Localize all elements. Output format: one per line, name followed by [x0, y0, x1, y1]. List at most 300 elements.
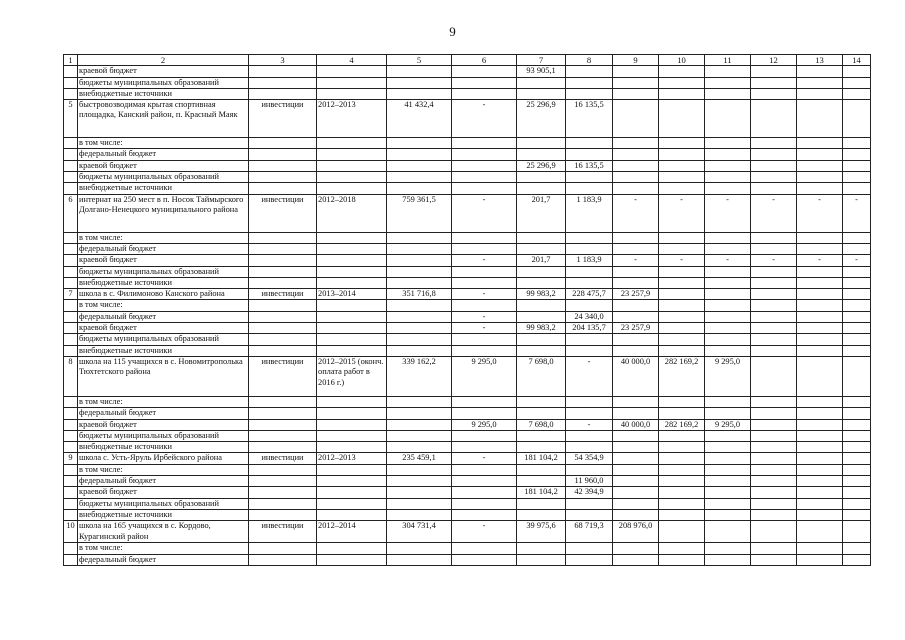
row-number-cell	[64, 88, 78, 99]
item-name-cell: краевой бюджет	[78, 160, 249, 171]
value-cell: инвестиции	[249, 521, 317, 543]
value-cell: 2012–2015 (оконч. оплата работ в 2016 г.)	[317, 356, 387, 396]
value-cell	[751, 88, 797, 99]
value-cell: 23 257,9	[613, 289, 659, 300]
value-cell	[452, 77, 517, 88]
value-cell	[613, 232, 659, 243]
value-cell	[317, 476, 387, 487]
item-name-cell: бюджеты муниципальных образований	[78, 172, 249, 183]
value-cell	[613, 396, 659, 407]
value-cell	[659, 311, 705, 322]
value-cell	[517, 334, 566, 345]
value-cell	[751, 149, 797, 160]
value-cell	[797, 396, 843, 407]
value-cell: 201,7	[517, 194, 566, 232]
row-number-cell	[64, 442, 78, 453]
value-cell	[517, 300, 566, 311]
value-cell	[613, 77, 659, 88]
item-name-cell: школа на 115 учащихся в с. Новомитрополька Тюхтетского района	[78, 356, 249, 396]
row-number-cell	[64, 266, 78, 277]
value-cell	[249, 464, 317, 475]
value-cell	[566, 430, 613, 441]
value-cell	[613, 138, 659, 149]
value-cell: -	[659, 194, 705, 232]
value-cell	[566, 77, 613, 88]
value-cell	[249, 323, 317, 334]
value-cell	[797, 419, 843, 430]
value-cell: 759 361,5	[387, 194, 452, 232]
value-cell	[452, 476, 517, 487]
value-cell	[705, 509, 751, 520]
column-header: 8	[566, 55, 613, 66]
value-cell	[566, 442, 613, 453]
value-cell	[705, 160, 751, 171]
value-cell	[843, 149, 871, 160]
page-number: 9	[449, 24, 456, 39]
value-cell	[843, 277, 871, 288]
value-cell	[517, 408, 566, 419]
value-cell	[659, 266, 705, 277]
item-name-cell: краевой бюджет	[78, 323, 249, 334]
value-cell	[566, 232, 613, 243]
row-number-cell: 6	[64, 194, 78, 232]
value-cell	[613, 243, 659, 254]
value-cell	[751, 498, 797, 509]
value-cell	[751, 487, 797, 498]
value-cell: 40 000,0	[613, 356, 659, 396]
value-cell	[249, 277, 317, 288]
value-cell	[751, 554, 797, 565]
value-cell	[797, 356, 843, 396]
value-cell	[387, 498, 452, 509]
value-cell	[797, 554, 843, 565]
value-cell	[249, 334, 317, 345]
value-cell	[317, 323, 387, 334]
value-cell	[797, 77, 843, 88]
value-cell	[613, 430, 659, 441]
value-cell	[387, 88, 452, 99]
value-cell	[317, 408, 387, 419]
value-cell	[249, 396, 317, 407]
table-row	[64, 356, 871, 396]
value-cell	[517, 554, 566, 565]
value-cell	[843, 138, 871, 149]
value-cell	[659, 88, 705, 99]
value-cell	[613, 464, 659, 475]
value-cell	[566, 149, 613, 160]
item-name-cell: бюджеты муниципальных образований	[78, 266, 249, 277]
value-cell	[317, 487, 387, 498]
value-cell	[317, 172, 387, 183]
value-cell	[387, 408, 452, 419]
value-cell	[751, 160, 797, 171]
item-name-cell: в том числе:	[78, 464, 249, 475]
value-cell	[249, 442, 317, 453]
value-cell	[705, 232, 751, 243]
value-cell	[566, 554, 613, 565]
value-cell	[452, 408, 517, 419]
value-cell: 93 905,1	[517, 66, 566, 77]
value-cell	[566, 464, 613, 475]
value-cell	[517, 396, 566, 407]
column-header: 3	[249, 55, 317, 66]
value-cell	[659, 172, 705, 183]
table-row	[64, 289, 871, 300]
value-cell	[387, 138, 452, 149]
value-cell	[659, 100, 705, 138]
row-number-cell	[64, 430, 78, 441]
column-header: 2	[78, 55, 249, 66]
value-cell	[705, 323, 751, 334]
value-cell: -	[452, 255, 517, 266]
value-cell	[797, 138, 843, 149]
item-name-cell: внебюджетные источники	[78, 509, 249, 520]
value-cell	[751, 419, 797, 430]
value-cell	[843, 311, 871, 322]
value-cell	[317, 66, 387, 77]
value-cell	[751, 476, 797, 487]
value-cell: 181 104,2	[517, 453, 566, 464]
value-cell	[797, 266, 843, 277]
value-cell	[387, 277, 452, 288]
value-cell	[751, 300, 797, 311]
table-row	[64, 277, 871, 288]
value-cell: 282 169,2	[659, 419, 705, 430]
row-number-cell	[64, 311, 78, 322]
value-cell	[317, 255, 387, 266]
value-cell	[843, 266, 871, 277]
value-cell	[659, 521, 705, 543]
value-cell	[317, 138, 387, 149]
value-cell	[249, 345, 317, 356]
value-cell: -	[452, 453, 517, 464]
item-name-cell: федеральный бюджет	[78, 554, 249, 565]
value-cell	[843, 442, 871, 453]
value-cell	[613, 66, 659, 77]
value-cell	[452, 277, 517, 288]
value-cell: инвестиции	[249, 194, 317, 232]
value-cell	[566, 277, 613, 288]
value-cell	[843, 160, 871, 171]
value-cell	[249, 183, 317, 194]
item-name-cell: федеральный бюджет	[78, 408, 249, 419]
value-cell: -	[566, 419, 613, 430]
value-cell	[317, 345, 387, 356]
value-cell: -	[659, 255, 705, 266]
value-cell	[797, 277, 843, 288]
item-name-cell: краевой бюджет	[78, 487, 249, 498]
value-cell	[705, 464, 751, 475]
value-cell	[249, 266, 317, 277]
value-cell	[387, 323, 452, 334]
value-cell	[797, 442, 843, 453]
value-cell	[317, 543, 387, 554]
table-row	[64, 88, 871, 99]
value-cell	[843, 77, 871, 88]
table-row	[64, 498, 871, 509]
value-cell	[751, 100, 797, 138]
value-cell	[387, 172, 452, 183]
item-name-cell: федеральный бюджет	[78, 243, 249, 254]
value-cell: -	[452, 311, 517, 322]
value-cell	[659, 487, 705, 498]
value-cell	[705, 554, 751, 565]
item-name-cell: бюджеты муниципальных образований	[78, 77, 249, 88]
value-cell: 208 976,0	[613, 521, 659, 543]
value-cell	[705, 149, 751, 160]
value-cell	[659, 453, 705, 464]
table-row	[64, 138, 871, 149]
value-cell	[797, 334, 843, 345]
value-cell	[566, 172, 613, 183]
value-cell	[566, 138, 613, 149]
value-cell	[517, 149, 566, 160]
value-cell: 7 698,0	[517, 419, 566, 430]
value-cell: инвестиции	[249, 289, 317, 300]
value-cell	[705, 243, 751, 254]
value-cell	[517, 88, 566, 99]
value-cell	[249, 66, 317, 77]
item-name-cell: интернат на 250 мест в п. Носок Таймырского Долгано-Ненецкого муниципального района	[78, 194, 249, 232]
value-cell	[517, 311, 566, 322]
value-cell: 54 354,9	[566, 453, 613, 464]
row-number-cell	[64, 476, 78, 487]
value-cell	[317, 554, 387, 565]
table-row	[64, 266, 871, 277]
value-cell	[249, 243, 317, 254]
value-cell	[387, 430, 452, 441]
table-row	[64, 430, 871, 441]
value-cell	[797, 289, 843, 300]
value-cell: 2012–2014	[317, 521, 387, 543]
value-cell	[797, 430, 843, 441]
item-name-cell: краевой бюджет	[78, 66, 249, 77]
value-cell	[387, 149, 452, 160]
value-cell	[705, 543, 751, 554]
table-row	[64, 345, 871, 356]
value-cell: 7 698,0	[517, 356, 566, 396]
value-cell	[705, 138, 751, 149]
table-row	[64, 232, 871, 243]
table-row	[64, 100, 871, 138]
value-cell	[613, 453, 659, 464]
table-header-row	[64, 55, 871, 66]
value-cell: 1 183,9	[566, 194, 613, 232]
value-cell	[249, 408, 317, 419]
value-cell	[613, 334, 659, 345]
value-cell	[452, 138, 517, 149]
value-cell	[751, 334, 797, 345]
row-number-cell	[64, 277, 78, 288]
value-cell: 42 394,9	[566, 487, 613, 498]
value-cell	[659, 243, 705, 254]
value-cell	[751, 266, 797, 277]
value-cell	[659, 277, 705, 288]
value-cell	[317, 243, 387, 254]
value-cell	[797, 408, 843, 419]
value-cell	[705, 408, 751, 419]
value-cell: 40 000,0	[613, 419, 659, 430]
value-cell	[705, 66, 751, 77]
value-cell	[705, 300, 751, 311]
value-cell	[751, 66, 797, 77]
value-cell	[751, 311, 797, 322]
value-cell	[705, 476, 751, 487]
value-cell	[797, 487, 843, 498]
value-cell	[751, 289, 797, 300]
row-number-cell: 8	[64, 356, 78, 396]
value-cell	[317, 311, 387, 322]
table-row	[64, 300, 871, 311]
value-cell	[659, 408, 705, 419]
value-cell	[659, 498, 705, 509]
value-cell	[705, 77, 751, 88]
value-cell	[613, 487, 659, 498]
item-name-cell: краевой бюджет	[78, 419, 249, 430]
row-number-cell	[64, 300, 78, 311]
value-cell	[659, 509, 705, 520]
value-cell	[452, 88, 517, 99]
value-cell	[797, 160, 843, 171]
row-number-cell	[64, 334, 78, 345]
row-number-cell	[64, 149, 78, 160]
value-cell	[843, 323, 871, 334]
value-cell	[387, 487, 452, 498]
value-cell	[566, 498, 613, 509]
value-cell: 2012–2013	[317, 453, 387, 464]
value-cell	[751, 183, 797, 194]
value-cell	[317, 464, 387, 475]
row-number-cell	[64, 160, 78, 171]
value-cell	[843, 300, 871, 311]
item-name-cell: внебюджетные источники	[78, 442, 249, 453]
value-cell	[751, 323, 797, 334]
table-row	[64, 543, 871, 554]
column-header: 7	[517, 55, 566, 66]
item-name-cell: бюджеты муниципальных образований	[78, 334, 249, 345]
value-cell	[613, 277, 659, 288]
value-cell	[387, 266, 452, 277]
value-cell	[797, 345, 843, 356]
table-row	[64, 243, 871, 254]
value-cell	[317, 442, 387, 453]
value-cell: -	[797, 194, 843, 232]
value-cell	[613, 345, 659, 356]
value-cell	[249, 543, 317, 554]
value-cell: 181 104,2	[517, 487, 566, 498]
value-cell	[517, 266, 566, 277]
value-cell	[317, 419, 387, 430]
value-cell	[249, 77, 317, 88]
value-cell	[517, 464, 566, 475]
value-cell	[751, 464, 797, 475]
value-cell	[317, 160, 387, 171]
value-cell	[659, 77, 705, 88]
value-cell	[517, 442, 566, 453]
value-cell	[659, 396, 705, 407]
column-header: 14	[843, 55, 871, 66]
table-row	[64, 311, 871, 322]
value-cell	[705, 289, 751, 300]
value-cell	[452, 160, 517, 171]
value-cell	[249, 160, 317, 171]
row-number-cell	[64, 509, 78, 520]
item-name-cell: школа в с. Филимоново Канского района	[78, 289, 249, 300]
value-cell	[249, 311, 317, 322]
column-header: 6	[452, 55, 517, 66]
value-cell	[387, 160, 452, 171]
item-name-cell: внебюджетные источники	[78, 277, 249, 288]
value-cell: 23 257,9	[613, 323, 659, 334]
value-cell	[566, 509, 613, 520]
value-cell	[659, 300, 705, 311]
value-cell	[517, 138, 566, 149]
value-cell	[751, 243, 797, 254]
value-cell	[843, 66, 871, 77]
value-cell: 204 135,7	[566, 323, 613, 334]
table-row	[64, 77, 871, 88]
item-name-cell: федеральный бюджет	[78, 311, 249, 322]
row-number-cell	[64, 255, 78, 266]
value-cell: инвестиции	[249, 453, 317, 464]
value-cell	[452, 396, 517, 407]
value-cell	[452, 498, 517, 509]
value-cell	[517, 430, 566, 441]
value-cell: 24 340,0	[566, 311, 613, 322]
value-cell	[751, 521, 797, 543]
value-cell	[613, 172, 659, 183]
value-cell	[317, 77, 387, 88]
value-cell	[452, 300, 517, 311]
value-cell	[566, 300, 613, 311]
value-cell	[387, 300, 452, 311]
value-cell	[249, 149, 317, 160]
row-number-cell	[64, 138, 78, 149]
row-number-cell	[64, 419, 78, 430]
value-cell: 9 295,0	[705, 356, 751, 396]
value-cell: -	[751, 194, 797, 232]
value-cell	[387, 543, 452, 554]
value-cell	[659, 476, 705, 487]
value-cell	[751, 453, 797, 464]
value-cell	[659, 66, 705, 77]
budget-table	[63, 54, 871, 566]
value-cell	[843, 345, 871, 356]
value-cell	[613, 300, 659, 311]
item-name-cell: в том числе:	[78, 300, 249, 311]
row-number-cell	[64, 543, 78, 554]
value-cell	[659, 430, 705, 441]
value-cell	[317, 300, 387, 311]
value-cell	[659, 183, 705, 194]
value-cell	[751, 172, 797, 183]
value-cell	[751, 345, 797, 356]
value-cell	[705, 183, 751, 194]
value-cell	[387, 509, 452, 520]
value-cell	[387, 243, 452, 254]
table-row	[64, 66, 871, 77]
value-cell	[797, 453, 843, 464]
value-cell: 2012–2013	[317, 100, 387, 138]
value-cell	[387, 442, 452, 453]
row-number-cell	[64, 345, 78, 356]
value-cell: -	[613, 194, 659, 232]
value-cell	[317, 430, 387, 441]
value-cell	[249, 138, 317, 149]
item-name-cell: внебюджетные источники	[78, 183, 249, 194]
value-cell	[249, 88, 317, 99]
value-cell	[659, 149, 705, 160]
